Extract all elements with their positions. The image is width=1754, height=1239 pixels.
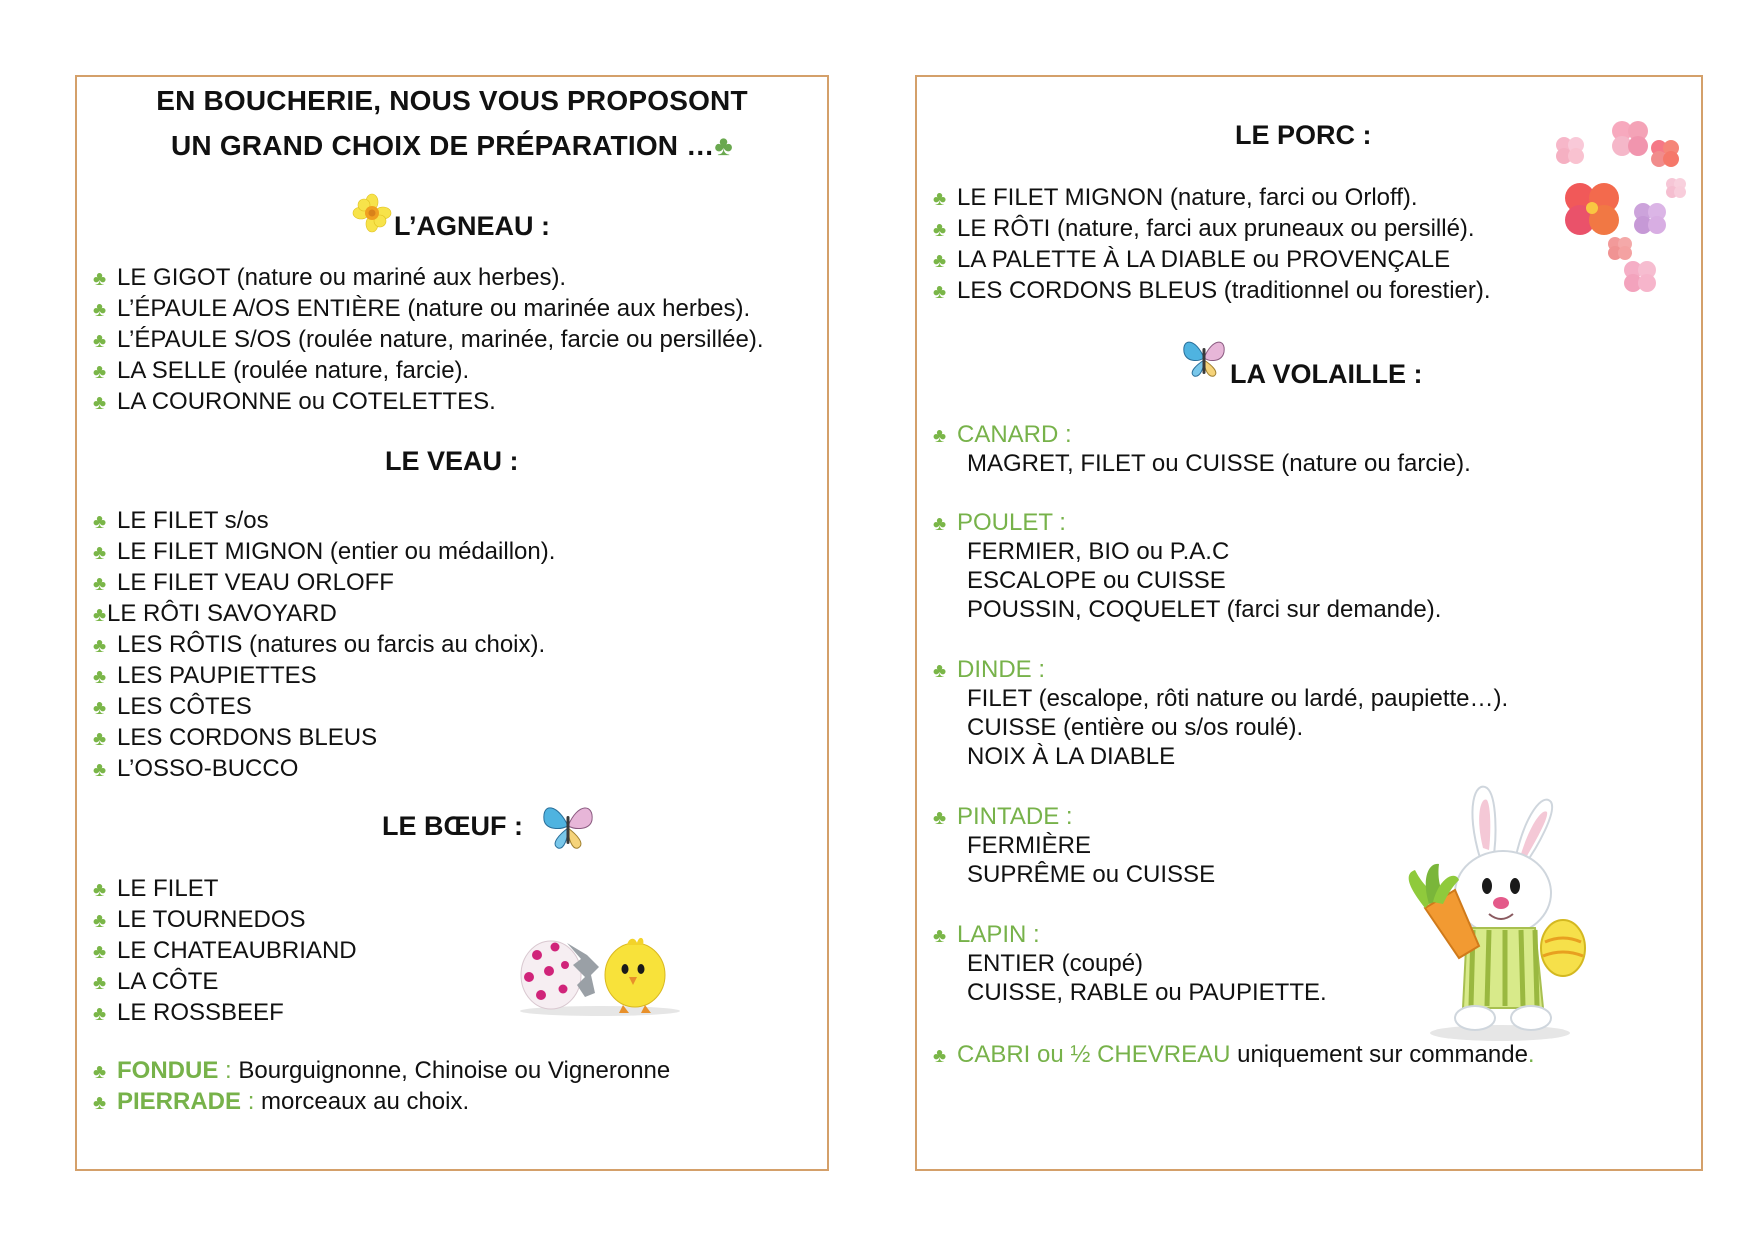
egg-chick-illustration: [515, 925, 685, 1017]
fondue-line: ♣ FONDUE : Bourguignonne, Chinoise ou Vigneronne: [93, 1056, 670, 1087]
clover-bullet-icon: ♣: [93, 1061, 107, 1083]
list-item: ♣ LE TOURNEDOS: [93, 904, 357, 935]
clover-icon: ♣: [714, 130, 733, 161]
clover-bullet-icon: ♣: [93, 268, 107, 290]
section-heading-porc: LE PORC :: [1235, 120, 1372, 150]
section-heading-boeuf: LE BŒUF :: [382, 811, 523, 841]
clover-bullet-icon: ♣: [93, 604, 107, 626]
list-item: ♣ LA CÔTE: [93, 966, 357, 997]
list-item: ♣ LA SELLE (roulée nature, farcie).: [93, 355, 764, 386]
lapin-line: CUISSE, RABLE ou PAUPIETTE.: [967, 979, 1327, 1006]
dinde-line: FILET (escalope, rôti nature ou lardé, paupiette…).: [967, 685, 1509, 712]
section-heading-agneau: L’AGNEAU :: [394, 211, 551, 241]
clover-bullet-icon: ♣: [93, 941, 107, 963]
cabri-line: ♣ CABRI ou ½ CHEVREAU uniquement sur commande.: [933, 1040, 1535, 1071]
clover-bullet-icon: ♣: [93, 330, 107, 352]
fondue-text: Bourguignonne, Chinoise ou Vigneronne: [238, 1057, 671, 1084]
pierrade-label: PIERRADE: [117, 1088, 242, 1115]
clover-bullet-icon: ♣: [933, 660, 947, 682]
clover-bullet-icon: ♣: [933, 425, 947, 447]
clover-bullet-icon: ♣: [933, 219, 947, 241]
clover-bullet-icon: ♣: [933, 925, 947, 947]
clover-bullet-icon: ♣: [93, 635, 107, 657]
list-item: ♣ LES PAUPIETTES: [93, 660, 555, 691]
pierrade-line: ♣ PIERRADE : morceaux au choix.: [93, 1087, 469, 1118]
clover-bullet-icon: ♣: [93, 666, 107, 688]
clover-bullet-icon: ♣: [93, 728, 107, 750]
clover-bullet-icon: ♣: [93, 1092, 107, 1114]
list-item: ♣ LE FILET: [93, 873, 357, 904]
list-item: ♣ LES CÔTES: [93, 691, 555, 722]
list-item: ♣ LES CORDONS BLEUS (traditionnel ou forestier).: [933, 275, 1491, 306]
list-item: ♣ L’ÉPAULE S/OS (roulée nature, marinée, farcie ou persillée).: [93, 324, 764, 355]
dinde-line: NOIX À LA DIABLE: [967, 743, 1176, 770]
butterfly-icon: [540, 798, 596, 852]
list-item: ♣LE RÔTI SAVOYARD: [93, 598, 555, 629]
cabri-label: CABRI ou ½ CHEVREAU: [957, 1041, 1231, 1068]
agneau-list: [93, 262, 764, 417]
bunny-illustration: [1385, 778, 1600, 1043]
category-dinde: ♣ DINDE :: [933, 655, 1045, 686]
category-pintade: ♣ PINTADE :: [933, 802, 1073, 833]
list-item: ♣ LE GIGOT (nature ou mariné aux herbes).: [93, 262, 764, 293]
dinde-line: CUISSE (entière ou s/os roulé).: [967, 714, 1304, 741]
list-item: ♣ LES CORDONS BLEUS: [93, 722, 555, 753]
category-lapin: ♣ LAPIN :: [933, 920, 1040, 951]
clover-bullet-icon: ♣: [933, 281, 947, 303]
section-heading-volaille: LA VOLAILLE :: [1230, 359, 1423, 389]
clover-bullet-icon: ♣: [93, 392, 107, 414]
list-item: ♣ LA COURONNE ou COTELETTES.: [93, 386, 764, 417]
poulet-line: POUSSIN, COQUELET (farci sur demande).: [967, 596, 1442, 623]
list-item: ♣ LE FILET s/os: [93, 505, 555, 536]
clover-bullet-icon: ♣: [933, 250, 947, 272]
clover-bullet-icon: ♣: [93, 697, 107, 719]
clover-bullet-icon: ♣: [93, 879, 107, 901]
clover-bullet-icon: ♣: [933, 188, 947, 210]
list-item: ♣ LES RÔTIS (natures ou farcis au choix).: [93, 629, 555, 660]
category-canard: ♣ CANARD :: [933, 420, 1072, 451]
cabri-text: uniquement sur commande: [1230, 1041, 1528, 1068]
list-item: ♣ LE FILET VEAU ORLOFF: [93, 567, 555, 598]
section-heading-veau: LE VEAU :: [385, 446, 519, 476]
category-poulet: ♣ POULET :: [933, 508, 1066, 539]
daffodil-icon: [352, 193, 392, 233]
page-title-line2: [75, 129, 829, 163]
list-item: ♣ LE RÔTI (nature, farci aux pruneaux ou persillé).: [933, 213, 1491, 244]
poulet-line: FERMIER, BIO ou P.A.C: [967, 538, 1230, 565]
canard-line: MAGRET, FILET ou CUISSE (nature ou farcie).: [967, 450, 1471, 477]
clover-bullet-icon: ♣: [93, 299, 107, 321]
clover-bullet-icon: ♣: [93, 972, 107, 994]
clover-bullet-icon: ♣: [93, 361, 107, 383]
clover-bullet-icon: ♣: [933, 807, 947, 829]
list-item: ♣ LE FILET MIGNON (entier ou médaillon).: [93, 536, 555, 567]
veau-list: [93, 505, 555, 784]
flowers-decoration: [1540, 108, 1688, 304]
clover-bullet-icon: ♣: [93, 511, 107, 533]
fondue-label: FONDUE: [117, 1057, 219, 1084]
list-item: ♣ LE FILET MIGNON (nature, farci ou Orloff).: [933, 182, 1491, 213]
list-item: ♣ L’OSSO-BUCCO: [93, 753, 555, 784]
pintade-line: SUPRÊME ou CUISSE: [967, 861, 1216, 888]
pintade-line: FERMIÈRE: [967, 832, 1092, 859]
list-item: ♣ L’ÉPAULE A/OS ENTIÈRE (nature ou marinée aux herbes).: [93, 293, 764, 324]
page-title-line1: EN BOUCHERIE, NOUS VOUS PROPOSONT: [156, 85, 748, 116]
butterfly-icon: [1180, 334, 1228, 380]
boeuf-list: [93, 873, 357, 1028]
clover-bullet-icon: ♣: [93, 573, 107, 595]
lapin-line: ENTIER (coupé): [967, 950, 1144, 977]
clover-bullet-icon: ♣: [933, 1045, 947, 1067]
clover-bullet-icon: ♣: [93, 1003, 107, 1025]
porc-list: [933, 182, 1491, 306]
clover-bullet-icon: ♣: [93, 542, 107, 564]
poulet-line: ESCALOPE ou CUISSE: [967, 567, 1226, 594]
clover-bullet-icon: ♣: [933, 513, 947, 535]
clover-bullet-icon: ♣: [93, 910, 107, 932]
list-item: ♣ LE CHATEAUBRIAND: [93, 935, 357, 966]
pierrade-text: morceaux au choix.: [261, 1088, 470, 1115]
clover-bullet-icon: ♣: [93, 759, 107, 781]
list-item: ♣ LE ROSSBEEF: [93, 997, 357, 1028]
title-line2-text: UN GRAND CHOIX DE PRÉPARATION …: [171, 130, 715, 161]
list-item: ♣ LA PALETTE À LA DIABLE ou PROVENÇALE: [933, 244, 1491, 275]
